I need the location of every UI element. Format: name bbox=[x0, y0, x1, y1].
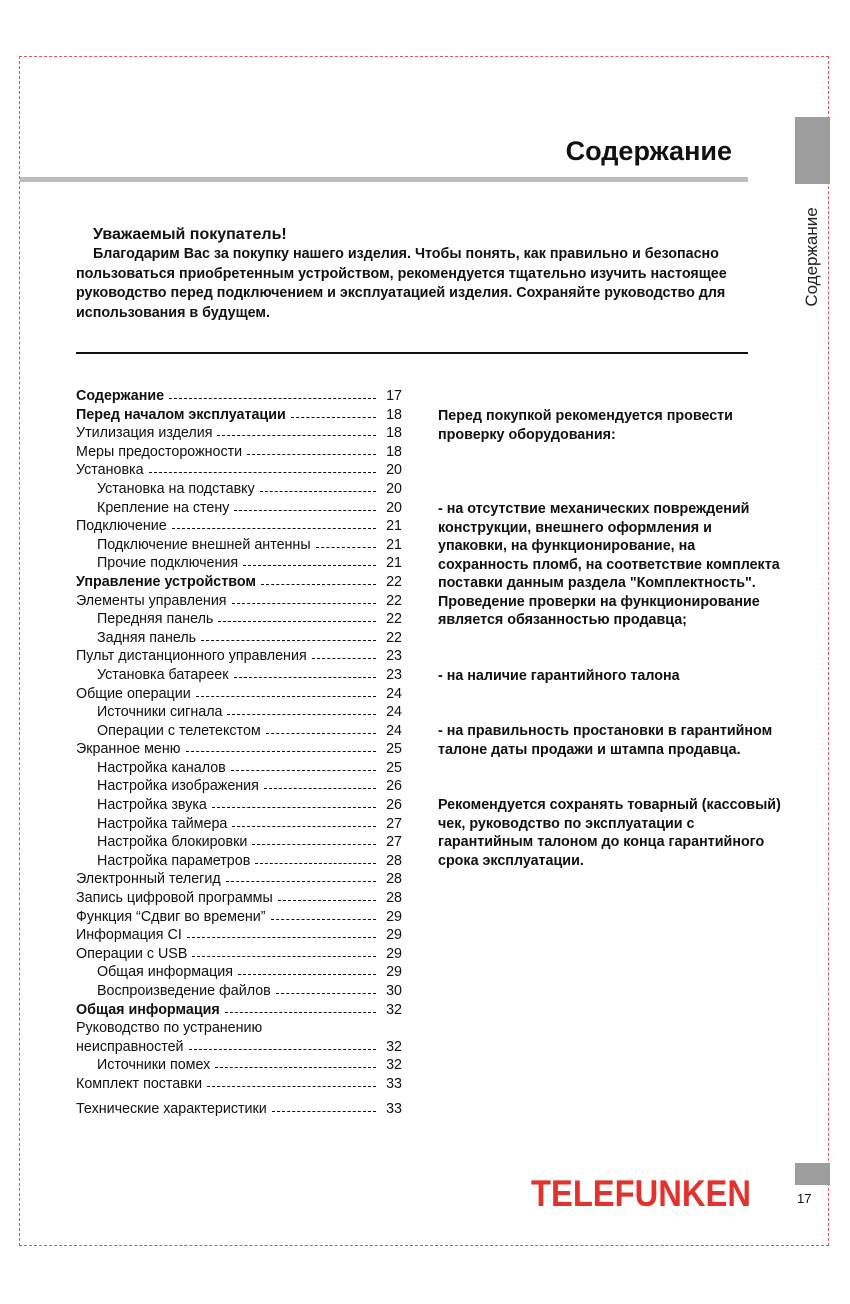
toc-entry-page: 23 bbox=[386, 666, 402, 683]
toc-dot-leader bbox=[255, 862, 376, 864]
toc-entry-title: Общая информация bbox=[97, 964, 233, 981]
toc-entry-title: Установка батареек bbox=[97, 666, 229, 683]
toc-entry-page: 32 bbox=[386, 1038, 402, 1055]
toc-dot-leader bbox=[186, 750, 377, 752]
toc-entry bbox=[76, 407, 402, 426]
toc-entry-title: Комплект поставки bbox=[76, 1075, 203, 1092]
toc-entry-title: Подключение внешней антенны bbox=[97, 536, 311, 553]
purchase-notes bbox=[438, 407, 783, 870]
toc-entry-page: 20 bbox=[386, 462, 402, 479]
toc-dot-leader bbox=[232, 602, 376, 604]
toc-entry-title: Утилизация изделия bbox=[76, 425, 213, 442]
toc-entry-page: 33 bbox=[386, 1100, 402, 1117]
toc-dot-leader bbox=[227, 713, 376, 715]
toc-entry bbox=[76, 927, 402, 946]
toc-entry-page: 17 bbox=[386, 388, 402, 404]
toc-entry-page: 22 bbox=[386, 573, 402, 590]
toc-dot-leader bbox=[196, 695, 376, 697]
toc-entry-title: Перед началом эксплуатации bbox=[76, 406, 286, 423]
toc-entry bbox=[76, 444, 402, 463]
toc-entry-title: Источники помех bbox=[97, 1057, 211, 1074]
toc-entry-title: Подключение bbox=[76, 518, 167, 535]
toc-entry bbox=[76, 853, 402, 872]
telefunken-logo bbox=[530, 1172, 752, 1212]
toc-entry bbox=[76, 871, 402, 890]
toc-dot-leader bbox=[232, 825, 376, 827]
toc-entry bbox=[76, 630, 402, 649]
toc-entry bbox=[76, 1076, 402, 1095]
toc-dot-leader bbox=[278, 899, 376, 901]
page-title: Содержание bbox=[565, 136, 732, 166]
toc-entry-title: неисправностей bbox=[76, 1038, 184, 1055]
toc-entry bbox=[76, 686, 402, 705]
toc-dot-leader bbox=[231, 769, 376, 771]
toc-entry bbox=[76, 704, 402, 723]
toc-entry bbox=[76, 518, 402, 537]
toc-dot-leader bbox=[261, 583, 376, 585]
toc-entry bbox=[76, 1002, 402, 1021]
toc-entry-title: Настройка звука bbox=[97, 797, 207, 814]
toc-entry-page: 28 bbox=[386, 852, 402, 869]
toc-dot-leader bbox=[243, 564, 376, 566]
toc-dot-leader bbox=[169, 397, 376, 399]
toc-dot-leader bbox=[272, 1110, 376, 1112]
toc-entry-page: 21 bbox=[386, 555, 402, 572]
toc-entry bbox=[76, 909, 402, 928]
toc-dot-leader bbox=[316, 546, 376, 548]
toc-entry bbox=[76, 388, 402, 407]
toc-entry-title: Настройка каналов bbox=[97, 759, 226, 776]
toc-dot-leader bbox=[312, 657, 376, 659]
toc-entry-title: Операции с USB bbox=[76, 945, 188, 962]
toc-entry-page: 18 bbox=[386, 425, 402, 442]
toc-entry bbox=[76, 964, 402, 983]
toc-entry-page: 21 bbox=[386, 518, 402, 535]
toc-entry-title: Установка bbox=[76, 462, 144, 479]
toc-dot-leader bbox=[218, 620, 376, 622]
toc-entry-title: Запись цифровой программы bbox=[76, 890, 273, 907]
toc-entry-page: 23 bbox=[386, 648, 402, 665]
toc-entry-page: 28 bbox=[386, 890, 402, 907]
toc-entry-title: Меры предосторожности bbox=[76, 443, 243, 460]
header-divider bbox=[20, 177, 748, 182]
toc-entry bbox=[76, 983, 402, 1002]
toc-entry-title: Воспроизведение файлов bbox=[97, 983, 271, 999]
intro-heading: Уважаемый покупатель! bbox=[93, 226, 287, 243]
toc-dot-leader bbox=[187, 936, 376, 938]
toc-entry-page: 32 bbox=[386, 1057, 402, 1074]
toc-dot-leader bbox=[260, 490, 376, 492]
toc-entry bbox=[76, 555, 402, 574]
toc-entry-page: 27 bbox=[386, 815, 402, 832]
toc-entry-page: 22 bbox=[386, 611, 402, 628]
toc-entry bbox=[76, 834, 402, 853]
toc-entry-page: 24 bbox=[386, 704, 402, 721]
toc-entry bbox=[76, 593, 402, 612]
intro-paragraph: Благодарим Вас за покупку нашего изделия. Чтобы понять, как правильно и безопасно пользоваться приобретенным устройством, рекомендуется тщательно изучить настоящее руководство перед подключением и эксплуатацией изделия. Сохраняйте руководство для использования в будущем. bbox=[76, 246, 727, 321]
toc-entry-title: Задняя панель bbox=[97, 629, 197, 646]
section-side-label: Содержание bbox=[802, 207, 821, 307]
intro-divider bbox=[76, 352, 748, 354]
toc-dot-leader bbox=[247, 453, 376, 455]
toc-dot-leader bbox=[192, 955, 376, 957]
toc-entry-title: Настройка параметров bbox=[97, 852, 251, 869]
toc-dot-leader bbox=[276, 992, 376, 994]
toc-entry-title: Настройка изображения bbox=[97, 778, 259, 795]
toc-dot-leader bbox=[207, 1085, 376, 1087]
toc-dot-leader bbox=[291, 416, 376, 418]
toc-entry bbox=[76, 816, 402, 835]
table-of-contents bbox=[76, 388, 402, 1119]
notes-intro: Перед покупкой рекомендуется провести проверку оборудования: bbox=[438, 408, 733, 443]
toc-entry-page: 29 bbox=[386, 945, 402, 962]
toc-entry-page: 20 bbox=[386, 480, 402, 497]
toc-entry-title: Настройка таймера bbox=[97, 815, 228, 832]
toc-entry bbox=[76, 760, 402, 779]
toc-dot-leader bbox=[234, 509, 376, 511]
toc-entry-page: 30 bbox=[386, 983, 402, 999]
toc-dot-leader bbox=[226, 880, 376, 882]
toc-entry-page: 26 bbox=[386, 797, 402, 814]
notes-item-warranty: - на наличие гарантийного талона bbox=[438, 667, 680, 684]
toc-entry bbox=[76, 462, 402, 481]
toc-entry-title: Элементы управления bbox=[76, 592, 227, 609]
toc-entry-page: 32 bbox=[386, 1001, 402, 1018]
toc-entry bbox=[76, 797, 402, 816]
toc-dot-leader bbox=[266, 732, 376, 734]
toc-entry-title: Общие операции bbox=[76, 685, 191, 702]
toc-entry-page: 20 bbox=[386, 499, 402, 516]
toc-entry bbox=[76, 1020, 402, 1039]
toc-entry bbox=[76, 425, 402, 444]
toc-entry-title: Функция “Сдвиг во времени” bbox=[76, 908, 266, 925]
toc-dot-leader bbox=[264, 787, 376, 789]
toc-entry-page: 18 bbox=[386, 443, 402, 460]
toc-entry-page: 21 bbox=[386, 536, 402, 553]
toc-dot-leader bbox=[238, 973, 376, 975]
toc-entry bbox=[76, 778, 402, 797]
toc-dot-leader bbox=[201, 639, 376, 641]
toc-entry-title: Технические характеристики bbox=[76, 1100, 267, 1117]
toc-entry-page: 27 bbox=[386, 834, 402, 851]
notes-item-stamp: - на правильность простановки в гарантийном талоне даты продажи и штампа продавца. bbox=[438, 723, 773, 758]
toc-entry-title: Руководство по устранению bbox=[76, 1020, 263, 1037]
notes-recommendation: Рекомендуется сохранять товарный (кассовый) чек, руководство по эксплуатации с гарантийным талоном до конца гарантийного срока эксплуатации. bbox=[438, 797, 781, 869]
toc-entry-title: Пульт дистанционного управления bbox=[76, 648, 307, 665]
toc-entry-title: Экранное меню bbox=[76, 741, 181, 758]
toc-dot-leader bbox=[271, 918, 376, 920]
toc-dot-leader bbox=[252, 843, 376, 845]
toc-entry bbox=[76, 648, 402, 667]
toc-entry bbox=[76, 1039, 402, 1058]
toc-entry bbox=[76, 1101, 402, 1120]
notes-item-mechanical: - на отсутствие механических повреждений конструкции, внешнего оформления и упаковки, на функционирование, на сохранность пломб, на соответствие комплекта поставки данным раздела "Комплектность". Проведение проверки на функционирование является обязанностью продавца; bbox=[438, 501, 780, 628]
toc-entry-page: 29 bbox=[386, 908, 402, 925]
toc-dot-leader bbox=[225, 1011, 376, 1013]
toc-entry-page: 26 bbox=[386, 778, 402, 795]
toc-entry-title: Источники сигнала bbox=[97, 704, 223, 721]
toc-entry bbox=[76, 611, 402, 630]
toc-entry-page: 33 bbox=[386, 1075, 402, 1092]
toc-entry-page: 24 bbox=[386, 685, 402, 702]
toc-entry-title: Содержание bbox=[76, 388, 165, 404]
section-tab-marker bbox=[795, 117, 830, 184]
toc-entry-page: 22 bbox=[386, 592, 402, 609]
toc-entry-page: 22 bbox=[386, 629, 402, 646]
toc-entry bbox=[76, 574, 402, 593]
toc-entry-title: Управление устройством bbox=[76, 573, 256, 590]
toc-entry bbox=[76, 481, 402, 500]
toc-entry bbox=[76, 537, 402, 556]
toc-entry bbox=[76, 946, 402, 965]
toc-entry bbox=[76, 667, 402, 686]
toc-entry bbox=[76, 723, 402, 742]
toc-dot-leader bbox=[149, 471, 376, 473]
toc-entry-page: 24 bbox=[386, 722, 402, 739]
toc-entry-page: 25 bbox=[386, 759, 402, 776]
brand-wordmark: TELEFUNKEN bbox=[531, 1173, 751, 1214]
toc-dot-leader bbox=[189, 1048, 376, 1050]
toc-entry-title: Операции с телетекстом bbox=[97, 722, 261, 739]
toc-entry bbox=[76, 890, 402, 909]
page-number: 17 bbox=[797, 1191, 812, 1206]
toc-entry-page: 28 bbox=[386, 871, 402, 888]
toc-entry-page: 25 bbox=[386, 741, 402, 758]
toc-dot-leader bbox=[215, 1066, 376, 1068]
page-tab-marker bbox=[795, 1163, 830, 1185]
toc-entry-title: Настройка блокировки bbox=[97, 834, 248, 851]
toc-entry-page: 29 bbox=[386, 927, 402, 944]
toc-dot-leader bbox=[212, 806, 376, 808]
toc-entry-page: 29 bbox=[386, 964, 402, 981]
toc-entry bbox=[76, 1057, 402, 1076]
toc-dot-leader bbox=[234, 676, 377, 678]
toc-dot-leader bbox=[172, 527, 376, 529]
toc-entry-title: Прочие подключения bbox=[97, 555, 239, 572]
toc-entry-page: 18 bbox=[386, 406, 402, 423]
toc-entry-title: Крепление на стену bbox=[97, 499, 230, 516]
toc-entry-title: Информация CI bbox=[76, 927, 182, 944]
toc-entry-title: Общая информация bbox=[76, 1001, 220, 1018]
toc-entry-title: Электронный телегид bbox=[76, 871, 221, 888]
toc-dot-leader bbox=[217, 434, 376, 436]
toc-entry bbox=[76, 741, 402, 760]
toc-entry-title: Установка на подставку bbox=[97, 480, 255, 497]
toc-entry-title: Передняя панель bbox=[97, 611, 214, 628]
toc-entry bbox=[76, 500, 402, 519]
